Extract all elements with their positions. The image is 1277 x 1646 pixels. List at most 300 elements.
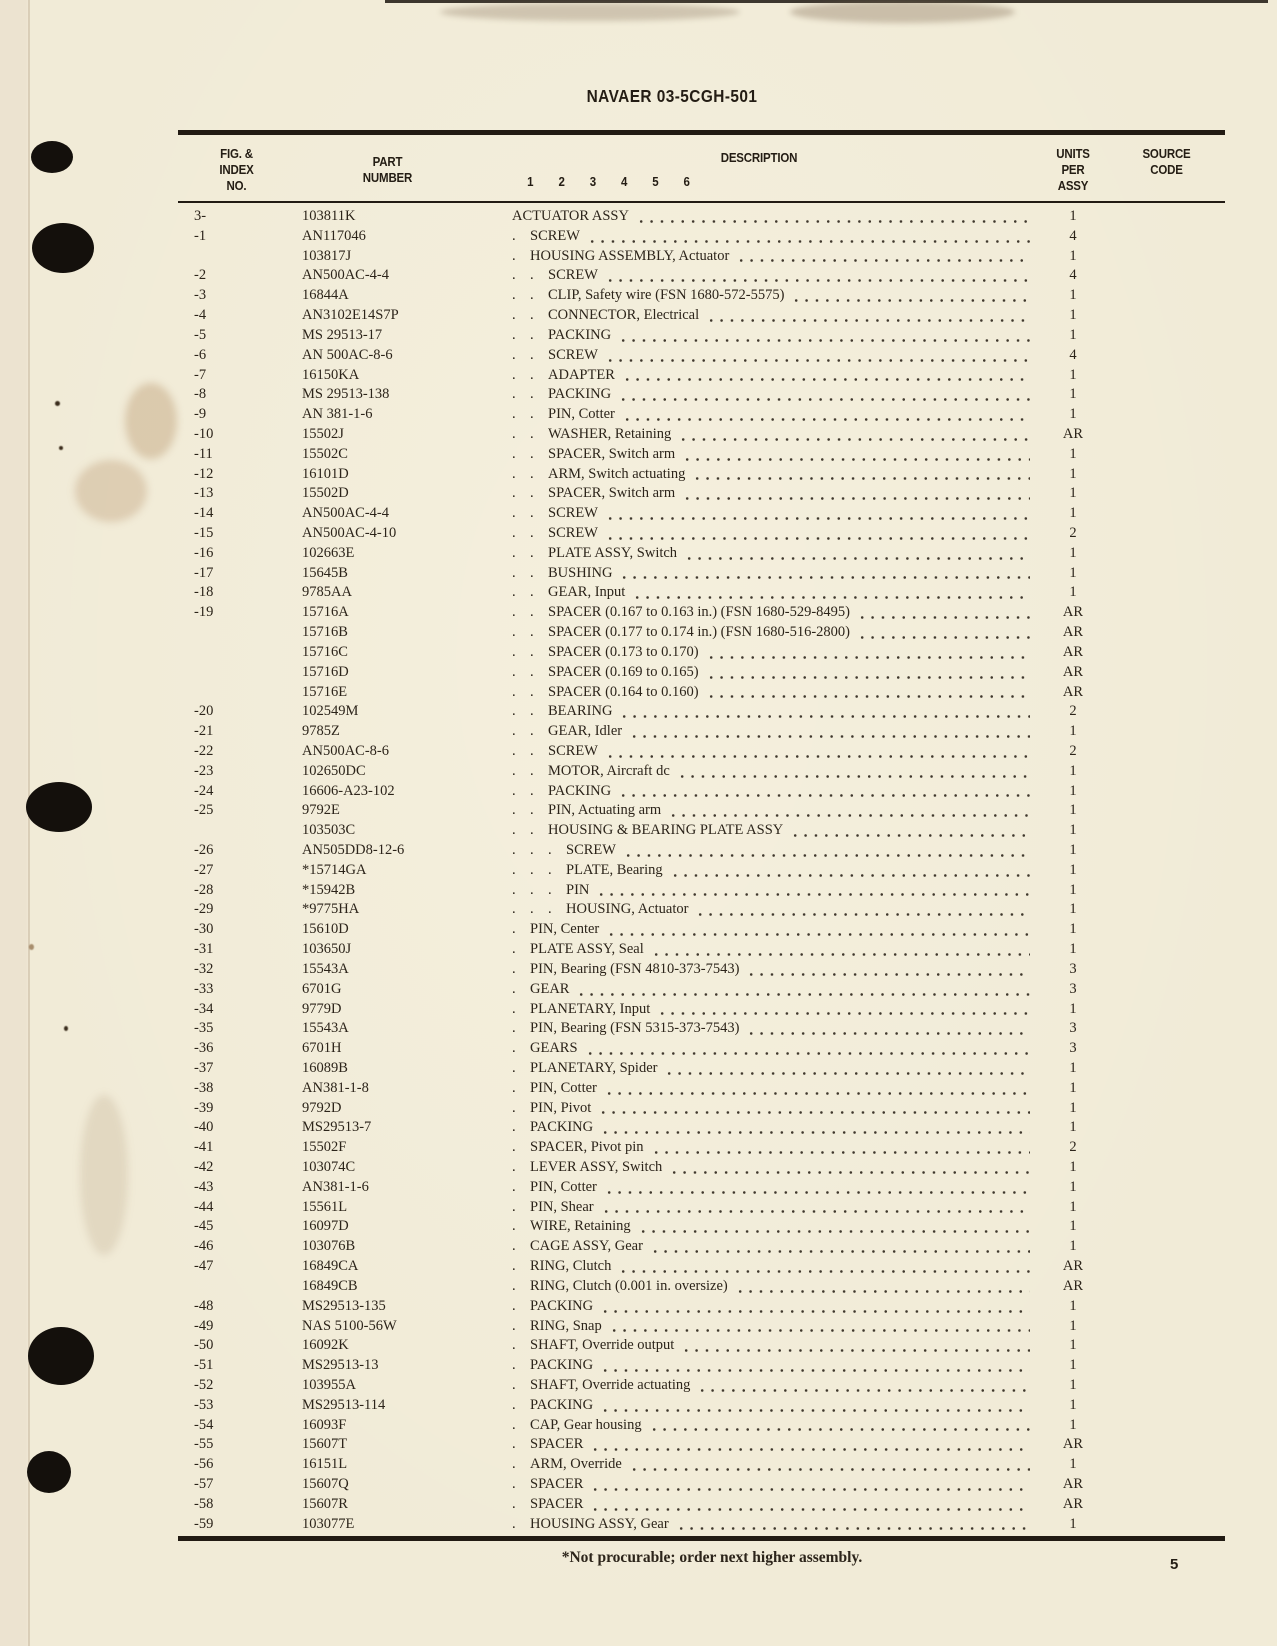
- paper-speck: [55, 401, 60, 406]
- row-fig-index-no: -21: [194, 723, 214, 740]
- dot-leader: [678, 436, 1030, 441]
- dot-leader: [601, 1208, 1030, 1213]
- row-part-number: 15716E: [302, 683, 348, 700]
- indenture-dot: .: [512, 406, 516, 423]
- indenture-dot: .: [512, 1059, 516, 1076]
- indenture-dot: .: [530, 267, 534, 284]
- dot-leader: [576, 991, 1030, 996]
- table-row: [178, 900, 1225, 920]
- row-description: [480, 980, 1038, 1000]
- row-fig-index-no: -8: [194, 386, 207, 403]
- header-line: PART: [372, 154, 403, 169]
- row-fig-index-no: -17: [194, 564, 214, 581]
- table-row: [178, 881, 1225, 901]
- dot-leader: [622, 416, 1030, 421]
- row-description: [480, 1039, 1038, 1059]
- row-units-per-assy: 2: [1069, 525, 1077, 541]
- dot-leader: [695, 911, 1030, 916]
- row-part-number: AN500AC-4-10: [302, 525, 397, 541]
- indenture-dot: .: [530, 762, 534, 779]
- indenture-dot: .: [530, 485, 534, 502]
- row-part-number: AN505DD8-12-6: [302, 842, 405, 858]
- table-row: [178, 1435, 1225, 1455]
- indenture-dot: .: [512, 901, 516, 918]
- row-part-number: AN 500AC-8-6: [302, 346, 393, 363]
- row-units-per-assy: AR: [1062, 1277, 1084, 1294]
- dot-leader: [618, 792, 1030, 797]
- indenture-dot: .: [512, 465, 516, 482]
- table-row: [178, 1257, 1225, 1277]
- row-description: [480, 702, 1038, 722]
- row-part-number: 9785AA: [302, 584, 352, 601]
- row-description: [480, 247, 1038, 267]
- dot-leader: [857, 634, 1030, 639]
- table-row: [178, 207, 1225, 227]
- row-description-text: PACKING: [548, 782, 612, 799]
- row-fig-index-no: -58: [194, 1495, 214, 1512]
- row-units-per-assy: AR: [1062, 663, 1084, 680]
- table-row: [178, 940, 1225, 960]
- row-units-per-assy: 2: [1069, 703, 1077, 720]
- row-description: [480, 1198, 1038, 1218]
- row-units-per-assy: 3: [1069, 960, 1077, 977]
- row-fig-index-no: -35: [194, 1020, 214, 1037]
- table-header: [178, 135, 1225, 201]
- indenture-dot: .: [512, 1476, 516, 1492]
- row-description: [480, 1435, 1038, 1455]
- table-body: [178, 203, 1225, 1534]
- row-description-text: PACKING: [548, 326, 612, 343]
- indenture-dot: .: [512, 445, 516, 462]
- row-units-per-assy: 4: [1069, 227, 1077, 244]
- row-part-number: 9785Z: [302, 723, 340, 740]
- table-row: [178, 405, 1225, 425]
- header-line: PER: [1061, 162, 1085, 177]
- row-fig-index-no: -24: [194, 782, 214, 799]
- footnote: *Not procurable; order next higher assembly.: [561, 1549, 863, 1566]
- indenture-number: 3: [589, 174, 596, 189]
- dot-leader: [605, 357, 1030, 362]
- row-description: [480, 762, 1038, 782]
- row-fig-index-no: -51: [194, 1357, 214, 1374]
- dot-leader: [600, 1129, 1030, 1134]
- row-fig-index-no: -30: [194, 921, 214, 938]
- indenture-dot: .: [512, 366, 516, 383]
- indenture-dot: .: [512, 762, 516, 779]
- row-part-number: 15645B: [302, 564, 348, 581]
- row-units-per-assy: 1: [1069, 544, 1077, 561]
- indenture-dot: .: [548, 861, 552, 878]
- row-units-per-assy: AR: [1062, 1436, 1084, 1453]
- paper-stain: [75, 460, 147, 522]
- row-description: [480, 861, 1038, 881]
- row-part-number: 15543A: [302, 1020, 349, 1037]
- row-units-per-assy: 1: [1069, 1317, 1077, 1334]
- indenture-dot: .: [530, 624, 534, 641]
- row-part-number: AN381-1-6: [302, 1178, 369, 1195]
- header-line: NUMBER: [362, 170, 413, 185]
- row-fig-index-no: 3-: [194, 208, 207, 224]
- indenture-dot: .: [530, 564, 534, 581]
- row-part-number: 15716A: [302, 604, 349, 621]
- row-description: [480, 564, 1038, 584]
- row-description: [480, 1475, 1038, 1495]
- indenture-dot: .: [530, 465, 534, 482]
- dot-leader: [629, 733, 1030, 738]
- row-fig-index-no: -48: [194, 1297, 214, 1314]
- indenture-dot: .: [530, 881, 534, 898]
- indenture-dot: .: [530, 425, 534, 442]
- row-fig-index-no: -54: [194, 1416, 214, 1433]
- row-description-text: SPACER (0.167 to 0.163 in.) (FSN 1680-529-8495): [548, 604, 850, 621]
- row-fig-index-no: -33: [194, 980, 214, 997]
- row-fig-index-no: -6: [194, 346, 207, 363]
- dot-leader: [736, 257, 1030, 262]
- indenture-dot: .: [512, 980, 516, 997]
- row-description: [480, 1118, 1038, 1138]
- row-fig-index-no: -16: [194, 544, 214, 561]
- row-part-number: 16844A: [302, 287, 349, 304]
- table-row: [178, 1455, 1225, 1475]
- row-description-text: PIN, Cotter: [530, 1079, 597, 1096]
- row-fig-index-no: -55: [194, 1436, 214, 1453]
- table-row: [178, 821, 1225, 841]
- row-description-text: HOUSING, Actuator: [566, 901, 689, 918]
- row-description-text: PACKING: [530, 1119, 594, 1136]
- row-description: [480, 920, 1038, 940]
- indenture-dot: .: [512, 921, 516, 938]
- indenture-number-row: [502, 174, 1015, 190]
- row-description: [480, 1455, 1038, 1475]
- row-part-number: 15561L: [302, 1198, 348, 1215]
- row-part-number: 15610D: [302, 921, 349, 938]
- row-description-text: SPACER (0.177 to 0.174 in.) (FSN 1680-516-2800): [548, 624, 850, 641]
- table-row: [178, 1396, 1225, 1416]
- indenture-dot: .: [512, 1040, 516, 1057]
- row-fig-index-no: -42: [194, 1159, 214, 1175]
- row-part-number: 103650J: [302, 941, 352, 958]
- dot-leader: [600, 1308, 1030, 1313]
- dot-leader: [670, 872, 1030, 877]
- row-part-number: NAS 5100-56W: [302, 1317, 397, 1334]
- indenture-dot: .: [512, 386, 516, 403]
- dot-leader: [657, 1010, 1030, 1015]
- indenture-dot: .: [512, 960, 516, 977]
- dot-leader: [791, 297, 1030, 302]
- indenture-dot: .: [512, 584, 516, 601]
- dot-leader: [651, 1149, 1031, 1154]
- indenture-number: 4: [621, 174, 628, 189]
- dot-leader: [638, 1228, 1030, 1233]
- dot-leader: [618, 337, 1030, 342]
- row-part-number: AN500AC-8-6: [302, 742, 389, 759]
- row-description-text: ADAPTER: [548, 366, 615, 383]
- indenture-number: 1: [527, 174, 534, 189]
- table-row: [178, 504, 1225, 524]
- row-description-text: ACTUATOR ASSY: [512, 208, 629, 224]
- indenture-dot: .: [530, 544, 534, 561]
- table-row: [178, 544, 1225, 564]
- indenture-dot: .: [512, 525, 516, 541]
- row-description-text: HOUSING ASSEMBLY, Actuator: [530, 247, 730, 264]
- row-part-number: 15502C: [302, 445, 348, 462]
- row-part-number: 16092K: [302, 1337, 349, 1354]
- paper-crease: [28, 0, 30, 1646]
- table-row: [178, 1297, 1225, 1317]
- row-fig-index-no: -3: [194, 287, 207, 304]
- indenture-dot: .: [548, 881, 552, 898]
- indenture-dot: .: [530, 683, 534, 700]
- dot-leader: [585, 1050, 1030, 1055]
- row-description-text: SCREW: [548, 742, 598, 759]
- row-units-per-assy: 1: [1069, 1218, 1077, 1235]
- row-description: [480, 683, 1038, 703]
- indenture-dot: .: [512, 782, 516, 799]
- indenture-dot: .: [512, 227, 516, 244]
- table-row: [178, 1515, 1225, 1535]
- indenture-dot: .: [530, 505, 534, 522]
- column-header-part-number: [302, 146, 472, 194]
- row-part-number: 103076B: [302, 1238, 356, 1255]
- row-units-per-assy: 2: [1069, 1139, 1077, 1156]
- row-description-text: SHAFT, Override output: [530, 1337, 675, 1354]
- dot-leader: [706, 693, 1030, 698]
- indenture-dot: .: [512, 544, 516, 561]
- row-part-number: 15716B: [302, 624, 348, 641]
- row-fig-index-no: -44: [194, 1198, 214, 1215]
- dot-leader: [605, 277, 1030, 282]
- row-part-number: 103503C: [302, 822, 356, 839]
- row-part-number: 15502J: [302, 425, 344, 442]
- indenture-dot: .: [512, 1515, 516, 1532]
- row-description-text: SHAFT, Override actuating: [530, 1376, 691, 1393]
- scan-edge-artifact: [385, 0, 1268, 3]
- row-description-text: PACKING: [530, 1297, 594, 1314]
- row-units-per-assy: AR: [1062, 643, 1084, 660]
- row-description: [480, 821, 1038, 841]
- row-description: [480, 266, 1038, 286]
- dot-leader: [668, 812, 1030, 817]
- table-row: [178, 841, 1225, 861]
- header-line: ASSY: [1057, 178, 1089, 193]
- row-units-per-assy: 1: [1069, 822, 1077, 839]
- indenture-dot: .: [512, 485, 516, 502]
- row-description: [480, 940, 1038, 960]
- row-description: [480, 1138, 1038, 1158]
- indenture-dot: .: [512, 307, 516, 324]
- row-description: [480, 782, 1038, 802]
- row-units-per-assy: 1: [1069, 1337, 1077, 1354]
- row-fig-index-no: -49: [194, 1317, 214, 1334]
- row-description-text: PACKING: [530, 1396, 594, 1413]
- row-units-per-assy: 1: [1069, 921, 1077, 938]
- dot-leader: [600, 1407, 1030, 1412]
- row-description: [480, 1416, 1038, 1436]
- row-fig-index-no: -20: [194, 703, 214, 720]
- table-row: [178, 702, 1225, 722]
- indenture-dot: .: [530, 366, 534, 383]
- hole-punch-mark: [28, 1327, 94, 1385]
- row-description-text: RING, Clutch (0.001 in. oversize): [530, 1277, 728, 1294]
- row-units-per-assy: 1: [1069, 1119, 1077, 1136]
- header-line: FIG. &: [220, 146, 253, 161]
- dot-leader: [681, 1347, 1030, 1352]
- row-description: [480, 643, 1038, 663]
- row-units-per-assy: 1: [1069, 1099, 1077, 1116]
- dot-leader: [609, 1327, 1030, 1332]
- row-fig-index-no: -26: [194, 842, 214, 858]
- row-description-text: ARM, Switch actuating: [548, 465, 686, 482]
- row-description-text: PIN, Bearing (FSN 4810-373-7543): [530, 960, 740, 977]
- row-part-number: 6701G: [302, 980, 342, 997]
- row-part-number: 16089B: [302, 1059, 348, 1076]
- row-units-per-assy: 1: [1069, 307, 1077, 324]
- row-description-text: SCREW: [530, 227, 580, 244]
- row-fig-index-no: -29: [194, 901, 214, 918]
- indenture-dot: .: [512, 1416, 516, 1433]
- row-part-number: 15716C: [302, 643, 348, 660]
- dot-leader: [692, 475, 1030, 480]
- row-description-text: CAGE ASSY, Gear: [530, 1238, 643, 1255]
- row-units-per-assy: 1: [1069, 782, 1077, 799]
- dot-leader: [604, 1090, 1030, 1095]
- row-part-number: 16150KA: [302, 366, 360, 383]
- table-row: [178, 801, 1225, 821]
- table-row: [178, 1138, 1225, 1158]
- row-part-number: AN117046: [302, 227, 366, 244]
- row-units-per-assy: 1: [1069, 326, 1077, 343]
- row-part-number: 103077E: [302, 1515, 355, 1532]
- row-units-per-assy: 1: [1069, 445, 1077, 462]
- paper-speck: [64, 1026, 68, 1031]
- row-description-text: RING, Clutch: [530, 1258, 612, 1275]
- dot-leader: [706, 674, 1030, 679]
- row-fig-index-no: -40: [194, 1119, 214, 1136]
- indenture-dot: .: [512, 346, 516, 363]
- paper-stain: [80, 1095, 128, 1255]
- row-description-text: WIRE, Retaining: [530, 1218, 631, 1235]
- row-part-number: *15714GA: [302, 861, 367, 878]
- row-description-text: SPACER: [530, 1495, 584, 1512]
- row-fig-index-no: -56: [194, 1456, 214, 1473]
- indenture-dot: .: [512, 287, 516, 304]
- table-row: [178, 326, 1225, 346]
- dot-leader: [706, 654, 1030, 659]
- table-row: [178, 1000, 1225, 1020]
- indenture-dot: .: [512, 1317, 516, 1334]
- row-units-per-assy: AR: [1062, 1258, 1084, 1275]
- row-description: [480, 524, 1038, 544]
- row-description: [480, 801, 1038, 821]
- row-fig-index-no: -22: [194, 742, 214, 759]
- row-fig-index-no: -2: [194, 267, 207, 284]
- row-description-text: SPACER, Switch arm: [548, 485, 676, 502]
- row-description: [480, 1396, 1038, 1416]
- row-fig-index-no: -43: [194, 1178, 214, 1195]
- indenture-dot: .: [512, 1277, 516, 1294]
- dot-leader: [623, 852, 1030, 857]
- indenture-dot: .: [530, 901, 534, 918]
- row-description-text: SPACER, Pivot pin: [530, 1139, 644, 1156]
- table-row: [178, 920, 1225, 940]
- row-part-number: 16151L: [302, 1456, 348, 1473]
- row-part-number: 103817J: [302, 247, 352, 264]
- dot-leader: [619, 574, 1030, 579]
- row-part-number: 16093F: [302, 1416, 347, 1433]
- row-fig-index-no: -57: [194, 1476, 214, 1492]
- table-row: [178, 1039, 1225, 1059]
- row-units-per-assy: 4: [1069, 267, 1077, 284]
- row-units-per-assy: 3: [1069, 980, 1077, 997]
- dot-leader: [629, 1466, 1030, 1471]
- row-description: [480, 1099, 1038, 1119]
- row-part-number: 103955A: [302, 1376, 356, 1393]
- parts-table: [178, 130, 1225, 1541]
- row-part-number: *15942B: [302, 881, 356, 898]
- table-row: [178, 524, 1225, 544]
- indenture-dot: .: [512, 861, 516, 878]
- indenture-dot: .: [512, 1218, 516, 1235]
- indenture-dot: .: [512, 1297, 516, 1314]
- indenture-dot: .: [530, 842, 534, 858]
- table-row: [178, 663, 1225, 683]
- row-units-per-assy: 1: [1069, 386, 1077, 403]
- table-row: [178, 385, 1225, 405]
- row-part-number: MS29513-114: [302, 1396, 386, 1413]
- dot-leader: [606, 931, 1030, 936]
- indenture-dot: .: [530, 386, 534, 403]
- row-description-text: BEARING: [548, 703, 613, 720]
- row-description-text: PIN, Pivot: [530, 1099, 592, 1116]
- row-description: [480, 286, 1038, 306]
- dot-leader: [605, 515, 1030, 520]
- row-units-per-assy: 1: [1069, 564, 1077, 581]
- dot-leader: [636, 218, 1030, 223]
- row-description-text: PLATE, Bearing: [566, 861, 663, 878]
- table-row: [178, 227, 1225, 247]
- table-row: [178, 1059, 1225, 1079]
- row-part-number: 15502F: [302, 1139, 347, 1156]
- row-fig-index-no: -18: [194, 584, 214, 601]
- row-description: [480, 366, 1038, 386]
- row-fig-index-no: -41: [194, 1139, 214, 1156]
- indenture-dot: .: [530, 643, 534, 660]
- row-units-per-assy: 1: [1069, 584, 1077, 601]
- row-description: [480, 1217, 1038, 1237]
- row-fig-index-no: -46: [194, 1238, 214, 1255]
- indenture-dot: .: [512, 1396, 516, 1413]
- row-units-per-assy: 1: [1069, 465, 1077, 482]
- header-line: INDEX: [219, 162, 254, 177]
- dot-leader: [605, 753, 1030, 758]
- column-header-description: [502, 146, 1015, 194]
- row-description: [480, 1178, 1038, 1198]
- table-row: [178, 445, 1225, 465]
- dot-leader: [697, 1387, 1030, 1392]
- row-units-per-assy: AR: [1062, 624, 1084, 641]
- indenture-dot: .: [512, 822, 516, 839]
- indenture-dot: .: [548, 842, 552, 858]
- row-units-per-assy: 1: [1069, 1297, 1077, 1314]
- table-row: [178, 1277, 1225, 1297]
- row-description: [480, 445, 1038, 465]
- row-description: [480, 544, 1038, 564]
- table-row: [178, 1317, 1225, 1337]
- row-units-per-assy: 1: [1069, 1396, 1077, 1413]
- row-fig-index-no: -53: [194, 1396, 214, 1413]
- row-fig-index-no: -36: [194, 1040, 214, 1057]
- indenture-dot: .: [512, 1139, 516, 1156]
